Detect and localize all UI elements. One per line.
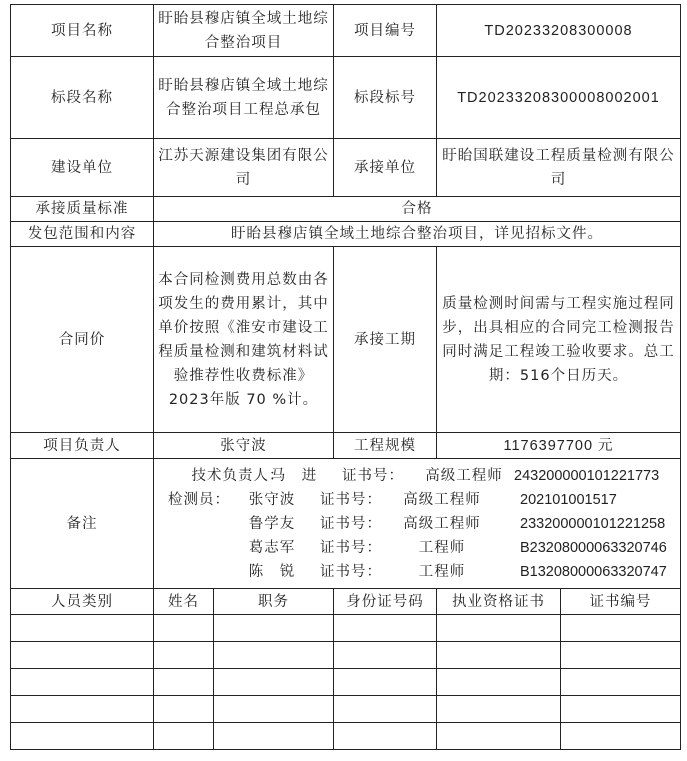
row-price	[11, 247, 681, 433]
quality-label: 承接质量标准	[11, 197, 154, 222]
cell	[214, 642, 334, 669]
personnel-col-cert-no: 证书编号	[561, 589, 681, 615]
section-no-label: 标段标号	[334, 57, 437, 139]
contractor-value: 盱眙国联建设工程质量检测有限公司	[437, 139, 681, 197]
spacer	[158, 536, 234, 560]
cell	[11, 615, 154, 642]
cell	[561, 642, 681, 669]
inspector-cert-label: 证书号：	[320, 491, 382, 508]
scale-value: 1176397700 元	[437, 433, 681, 459]
cell	[334, 696, 437, 723]
note-inspector-3	[158, 560, 676, 584]
scale-label: 工程规模	[334, 433, 437, 459]
inspector-title: 工程师	[418, 539, 466, 556]
row-section-name	[11, 57, 681, 139]
manager-label: 项目负责人	[11, 433, 154, 459]
contract-sheet	[10, 4, 681, 750]
note-inspector-1	[158, 512, 676, 536]
inspector-title: 工程师	[418, 563, 466, 580]
tech-lead-cert: 243200000101221773	[514, 467, 660, 484]
cell	[154, 723, 214, 750]
personnel-header-row	[11, 589, 681, 615]
inspector-label: 检测员：	[168, 491, 230, 508]
inspector-name: 张守波	[248, 491, 296, 508]
personnel-row	[11, 642, 681, 669]
price-label: 合同价	[11, 247, 154, 433]
inspector-title: 高级工程师	[403, 515, 481, 532]
personnel-col-type: 人员类别	[11, 589, 154, 615]
quality-value: 合格	[154, 197, 681, 222]
tech-lead-title: 高级工程师	[425, 467, 503, 484]
inspector-cert: B23208000063320746	[520, 539, 667, 556]
cell	[334, 642, 437, 669]
cell	[437, 615, 561, 642]
section-name-label: 标段名称	[11, 57, 154, 139]
cell	[561, 696, 681, 723]
inspector-cert-label: 证书号：	[320, 539, 382, 556]
section-name-value: 盱眙县穆店镇全域土地综合整治项目工程总承包	[154, 57, 334, 139]
personnel-row	[11, 696, 681, 723]
project-no-value: TD20233208300008	[437, 5, 681, 57]
scope-label: 发包范围和内容	[11, 222, 154, 247]
project-name-value: 盱眙县穆店镇全域土地综合整治项目	[154, 5, 334, 57]
inspector-cert: B13208000063320747	[520, 563, 667, 580]
inspector-name: 陈 锐	[248, 563, 296, 580]
inspector-title: 高级工程师	[403, 491, 481, 508]
row-manager	[11, 433, 681, 459]
spacer	[158, 560, 234, 584]
cell	[154, 642, 214, 669]
inspector-name: 葛志军	[248, 539, 296, 556]
cell	[437, 723, 561, 750]
spacer	[158, 512, 234, 536]
cell	[11, 696, 154, 723]
builder-label: 建设单位	[11, 139, 154, 197]
row-project-name	[11, 5, 681, 57]
tech-lead-name: 马 进	[270, 467, 318, 484]
builder-value: 江苏天源建设集团有限公司	[154, 139, 334, 197]
cell	[214, 669, 334, 696]
project-no-label: 项目编号	[334, 5, 437, 57]
cell	[561, 669, 681, 696]
row-notes	[11, 459, 681, 589]
inspector-cert-label: 证书号：	[320, 515, 382, 532]
cell	[11, 669, 154, 696]
cell	[154, 615, 214, 642]
inspector-cert: 202101001517	[520, 491, 617, 508]
cell	[334, 669, 437, 696]
scope-value: 盱眙县穆店镇全域土地综合整治项目，详见招标文件。	[154, 222, 681, 247]
personnel-col-qualification: 执业资格证书	[437, 589, 561, 615]
cell	[214, 696, 334, 723]
contractor-label: 承接单位	[334, 139, 437, 197]
cell	[11, 723, 154, 750]
note-inspector-0	[158, 488, 676, 512]
contract-table	[10, 4, 681, 750]
personnel-row	[11, 669, 681, 696]
section-no-value: TD2023320830000800200​1	[437, 57, 681, 139]
inspector-name: 鲁学友	[248, 515, 296, 532]
period-label: 承接工期	[334, 247, 437, 433]
row-builder	[11, 139, 681, 197]
personnel-col-position: 职务	[214, 589, 334, 615]
note-tech-lead	[158, 464, 676, 488]
cell	[334, 615, 437, 642]
cell	[561, 723, 681, 750]
project-name-label: 项目名称	[11, 5, 154, 57]
cell	[437, 696, 561, 723]
row-scope	[11, 222, 681, 247]
notes-label: 备注	[11, 459, 154, 589]
cell	[561, 615, 681, 642]
cell	[154, 696, 214, 723]
personnel-row	[11, 615, 681, 642]
price-value: 本合同检测费用总数由各项发生的费用累计，其中单价按照《淮安市建设工程质量检测和建筑材料试验推荐性收费标准》2023年版 70 %计。	[154, 247, 334, 433]
cell	[437, 669, 561, 696]
cell	[154, 669, 214, 696]
inspector-cert-label: 证书号：	[320, 563, 382, 580]
period-value: 质量检测时间需与工程实施过程同步，出具相应的合同完工检测报告同时满足工程竣工验收要求。总工期：516个日历天。	[437, 247, 681, 433]
personnel-col-name: 姓名	[154, 589, 214, 615]
tech-lead-label: 技术负责人：	[191, 467, 285, 484]
cell	[214, 723, 334, 750]
manager-value: 张守波	[154, 433, 334, 459]
cell	[437, 642, 561, 669]
cell	[334, 723, 437, 750]
tech-lead-cert-label: 证书号：	[342, 467, 404, 484]
notes-block	[154, 459, 681, 589]
personnel-row	[11, 723, 681, 750]
note-inspector-2	[158, 536, 676, 560]
inspector-cert: 233200000101221258	[520, 515, 666, 532]
cell	[214, 615, 334, 642]
personnel-col-id: 身份证号码	[334, 589, 437, 615]
cell	[11, 642, 154, 669]
row-quality	[11, 197, 681, 222]
